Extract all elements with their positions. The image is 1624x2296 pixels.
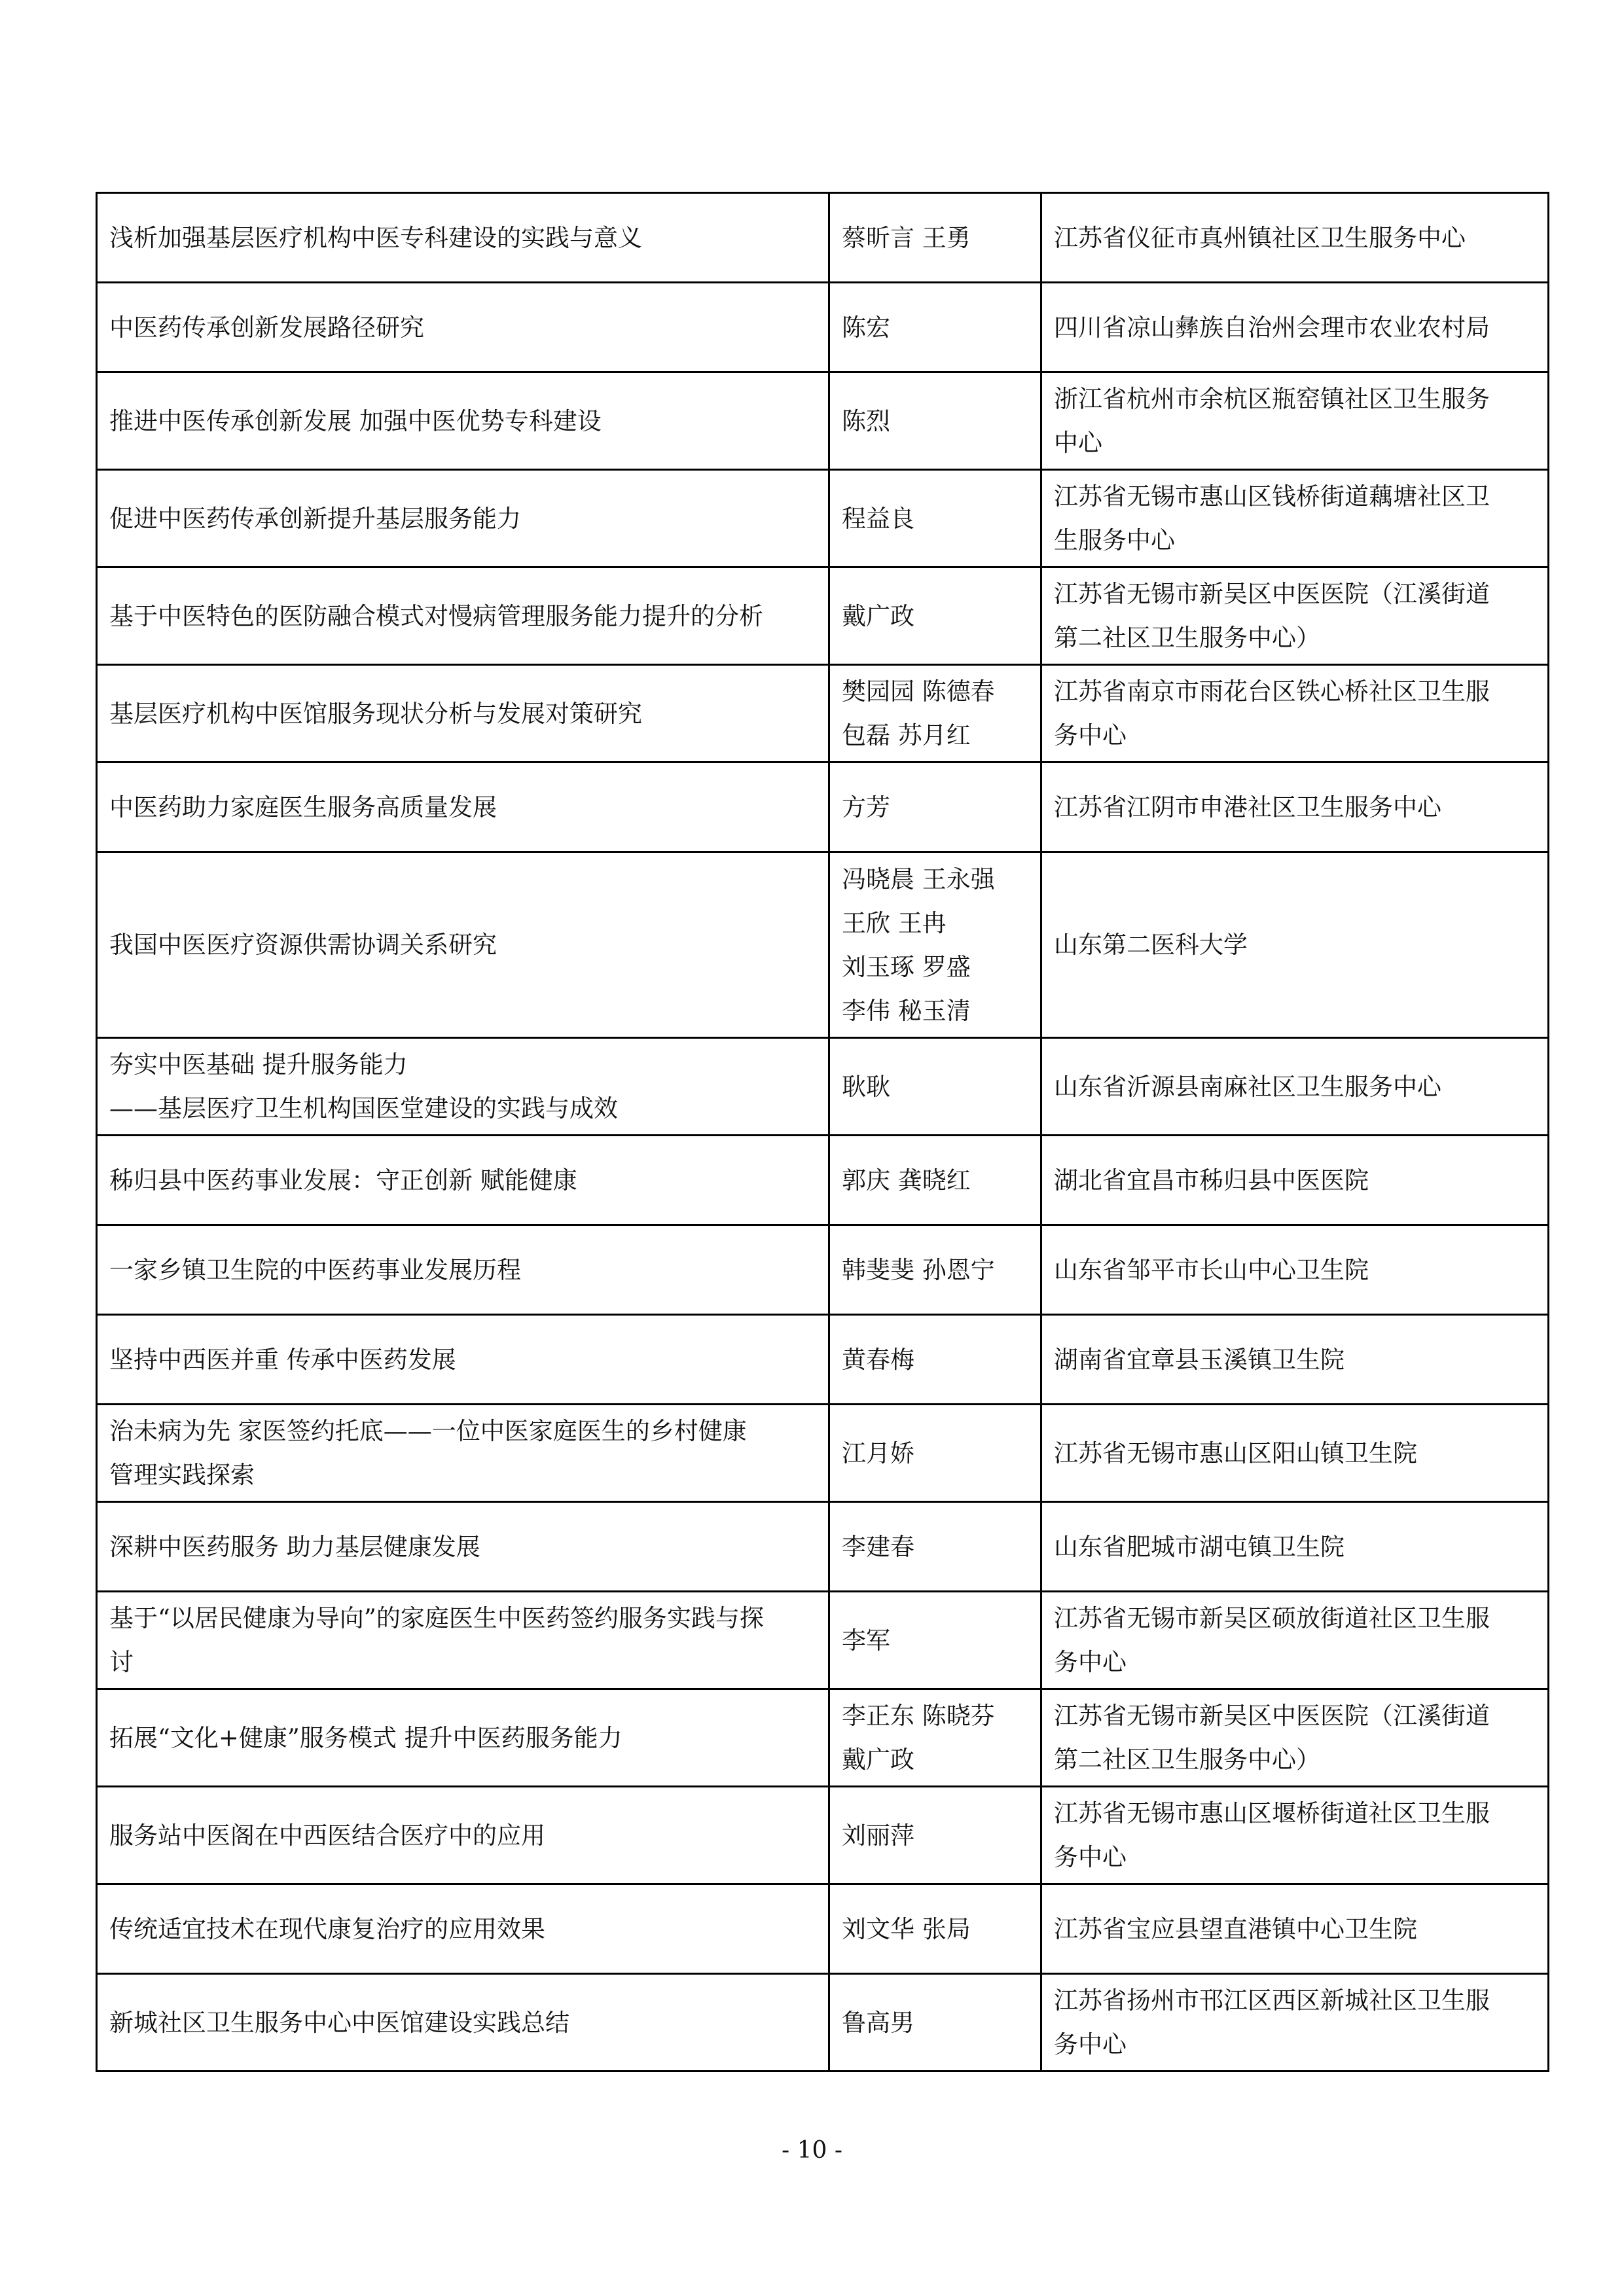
- page-number: - 10 -: [781, 2137, 843, 2164]
- affiliation-cell: [1041, 1502, 1549, 1592]
- affiliation-cell-line: 江苏省无锡市惠山区堰桥街道社区卫生服: [1054, 1799, 1490, 1827]
- author-cell: [829, 852, 1041, 1038]
- affiliation-cell-line: 山东省沂源县南麻社区卫生服务中心: [1054, 1072, 1441, 1101]
- paper-title-cell-line: 基层医疗机构中医馆服务现状分析与发展对策研究: [109, 699, 642, 728]
- paper-title-cell: [97, 567, 829, 665]
- author-cell-line: 方芳: [842, 793, 890, 821]
- affiliation-cell: [1041, 567, 1549, 665]
- affiliation-cell: [1041, 1884, 1549, 1974]
- affiliation-cell: [1041, 1787, 1549, 1884]
- affiliation-cell: [1041, 372, 1549, 470]
- affiliation-cell-line: 江苏省无锡市惠山区阳山镇卫生院: [1054, 1439, 1417, 1467]
- author-cell-line: 李建春: [842, 1532, 914, 1561]
- paper-title-cell-line: 深耕中医药服务 助力基层健康发展: [109, 1532, 480, 1561]
- paper-title-cell-line: 我国中医医疗资源供需协调关系研究: [109, 931, 497, 959]
- author-cell: [829, 1974, 1041, 2072]
- author-cell-line: 李伟 秘玉清: [842, 996, 971, 1025]
- affiliation-cell-line: 江苏省南京市雨花台区铁心桥社区卫生服: [1054, 677, 1490, 706]
- paper-title-cell-line: 管理实践探索: [109, 1461, 255, 1489]
- paper-title-cell-line: 基于中医特色的医防融合模式对慢病管理服务能力提升的分析: [109, 601, 763, 630]
- table-row: [97, 1315, 1549, 1405]
- author-cell-line: 陈烈: [842, 406, 890, 435]
- paper-title-cell: [97, 762, 829, 852]
- paper-title-cell-line: 推进中医传承创新发展 加强中医优势专科建设: [109, 406, 602, 435]
- paper-title-cell: [97, 665, 829, 762]
- paper-title-cell: [97, 470, 829, 567]
- table-row: [97, 1787, 1549, 1884]
- author-cell: [829, 283, 1041, 372]
- affiliation-cell-line: 江苏省江阴市申港社区卫生服务中心: [1054, 793, 1441, 821]
- author-cell: [829, 470, 1041, 567]
- author-cell-line: 韩斐斐 孙恩宁: [842, 1255, 995, 1284]
- paper-title-cell: [97, 1884, 829, 1974]
- table-row: [97, 1502, 1549, 1592]
- author-cell-line: 陈宏: [842, 313, 890, 342]
- affiliation-cell: [1041, 1136, 1549, 1225]
- author-cell: [829, 372, 1041, 470]
- affiliation-cell-line: 山东省肥城市湖屯镇卫生院: [1054, 1532, 1344, 1561]
- table-row: [97, 1136, 1549, 1225]
- affiliation-cell: [1041, 283, 1549, 372]
- author-cell: [829, 1884, 1041, 1974]
- table-row: [97, 567, 1549, 665]
- author-cell: [829, 193, 1041, 283]
- affiliation-cell-line: 江苏省无锡市新吴区硕放街道社区卫生服: [1054, 1604, 1490, 1632]
- paper-title-cell-line: 坚持中西医并重 传承中医药发展: [109, 1345, 456, 1374]
- affiliation-cell: [1041, 1689, 1549, 1787]
- table-row: [97, 1405, 1549, 1502]
- table-row: [97, 1592, 1549, 1689]
- paper-list-table: [96, 192, 1549, 2072]
- affiliation-cell-line: 江苏省宝应县望直港镇中心卫生院: [1054, 1914, 1417, 1943]
- affiliation-cell-line: 山东第二医科大学: [1054, 931, 1248, 959]
- table-body: [97, 193, 1549, 2072]
- paper-title-cell-line: 基于“以居民健康为导向”的家庭医生中医药签约服务实践与探: [109, 1604, 764, 1632]
- paper-title-cell: [97, 1689, 829, 1787]
- author-cell: [829, 567, 1041, 665]
- affiliation-cell-line: 江苏省仪征市真州镇社区卫生服务中心: [1054, 223, 1466, 252]
- paper-title-cell-line: 传统适宜技术在现代康复治疗的应用效果: [109, 1914, 545, 1943]
- paper-title-cell-line: 治未病为先 家医签约托底——一位中医家庭医生的乡村健康: [109, 1417, 747, 1445]
- author-cell-line: 王欣 王冉: [842, 908, 947, 937]
- affiliation-cell-line: 四川省凉山彝族自治州会理市农业农村局: [1054, 313, 1490, 342]
- author-cell: [829, 1225, 1041, 1315]
- author-cell-line: 戴广政: [842, 1746, 914, 1774]
- paper-title-cell: [97, 372, 829, 470]
- paper-title-cell: [97, 1038, 829, 1136]
- affiliation-cell: [1041, 1315, 1549, 1405]
- author-cell: [829, 1136, 1041, 1225]
- table-row: [97, 1689, 1549, 1787]
- paper-title-cell: [97, 1136, 829, 1225]
- paper-title-cell: [97, 283, 829, 372]
- table-row: [97, 372, 1549, 470]
- affiliation-cell-line: 中心: [1054, 429, 1102, 457]
- paper-title-cell-line: 服务站中医阁在中西医结合医疗中的应用: [109, 1821, 545, 1850]
- author-cell: [829, 1502, 1041, 1592]
- author-cell: [829, 665, 1041, 762]
- affiliation-cell: [1041, 1405, 1549, 1502]
- paper-title-cell-line: 讨: [109, 1648, 134, 1676]
- paper-title-cell: [97, 1974, 829, 2072]
- affiliation-cell-line: 生服务中心: [1054, 526, 1175, 554]
- author-cell-line: 冯晓晨 王永强: [842, 865, 995, 893]
- paper-title-cell: [97, 193, 829, 283]
- paper-title-cell-line: 中医药助力家庭医生服务高质量发展: [109, 793, 497, 821]
- table-row: [97, 1974, 1549, 2072]
- author-cell: [829, 762, 1041, 852]
- affiliation-cell-line: 江苏省扬州市邗江区西区新城社区卫生服: [1054, 1986, 1490, 2015]
- author-cell: [829, 1038, 1041, 1136]
- affiliation-cell: [1041, 1038, 1549, 1136]
- author-cell-line: 郭庆 龚晓红: [842, 1166, 971, 1194]
- affiliation-cell-line: 务中心: [1054, 721, 1127, 749]
- author-cell: [829, 1315, 1041, 1405]
- affiliation-cell-line: 务中心: [1054, 1843, 1127, 1871]
- table-row: [97, 283, 1549, 372]
- author-cell-line: 耿耿: [842, 1072, 890, 1101]
- table-row: [97, 852, 1549, 1038]
- table-row: [97, 1225, 1549, 1315]
- affiliation-cell: [1041, 1225, 1549, 1315]
- paper-title-cell-line: 一家乡镇卫生院的中医药事业发展历程: [109, 1255, 521, 1284]
- affiliation-cell: [1041, 470, 1549, 567]
- author-cell-line: 李军: [842, 1626, 890, 1655]
- author-cell-line: 李正东 陈晓芬: [842, 1702, 995, 1730]
- author-cell: [829, 1592, 1041, 1689]
- affiliation-cell: [1041, 665, 1549, 762]
- author-cell-line: 刘文华 张局: [842, 1914, 971, 1943]
- affiliation-cell-line: 山东省邹平市长山中心卫生院: [1054, 1255, 1369, 1284]
- author-cell-line: 刘丽萍: [842, 1821, 914, 1850]
- paper-title-cell: [97, 852, 829, 1038]
- affiliation-cell-line: 湖南省宜章县玉溪镇卫生院: [1054, 1345, 1344, 1374]
- table-row: [97, 1038, 1549, 1136]
- author-cell-line: 包磊 苏月红: [842, 721, 971, 749]
- table-row: [97, 1884, 1549, 1974]
- paper-title-cell: [97, 1592, 829, 1689]
- paper-title-cell-line: ——基层医疗卫生机构国医堂建设的实践与成效: [109, 1094, 618, 1122]
- paper-title-cell-line: 促进中医药传承创新提升基层服务能力: [109, 504, 521, 533]
- affiliation-cell-line: 务中心: [1054, 2030, 1127, 2058]
- affiliation-cell: [1041, 1974, 1549, 2072]
- affiliation-cell-line: 浙江省杭州市余杭区瓶窑镇社区卫生服务: [1054, 385, 1490, 413]
- table-row: [97, 665, 1549, 762]
- affiliation-cell-line: 江苏省无锡市惠山区钱桥街道藕塘社区卫: [1054, 482, 1490, 511]
- paper-title-cell-line: 新城社区卫生服务中心中医馆建设实践总结: [109, 2008, 569, 2037]
- paper-title-cell: [97, 1315, 829, 1405]
- affiliation-cell-line: 第二社区卫生服务中心）: [1054, 1746, 1320, 1774]
- paper-title-cell: [97, 1405, 829, 1502]
- author-cell-line: 蔡昕言 王勇: [842, 223, 971, 252]
- affiliation-cell-line: 湖北省宜昌市秭归县中医医院: [1054, 1166, 1369, 1194]
- affiliation-cell: [1041, 193, 1549, 283]
- affiliation-cell: [1041, 852, 1549, 1038]
- table-row: [97, 470, 1549, 567]
- author-cell: [829, 1787, 1041, 1884]
- author-cell-line: 程益良: [842, 504, 914, 533]
- author-cell-line: 戴广政: [842, 601, 914, 630]
- author-cell-line: 江月娇: [842, 1439, 914, 1467]
- author-cell-line: 刘玉琢 罗盛: [842, 952, 971, 981]
- table-row: [97, 762, 1549, 852]
- affiliation-cell-line: 务中心: [1054, 1648, 1127, 1676]
- affiliation-cell-line: 江苏省无锡市新吴区中医医院（江溪街道: [1054, 1702, 1490, 1730]
- paper-title-cell-line: 秭归县中医药事业发展：守正创新 赋能健康: [109, 1166, 577, 1194]
- paper-title-cell-line: 中医药传承创新发展路径研究: [109, 313, 424, 342]
- paper-title-cell: [97, 1225, 829, 1315]
- author-cell: [829, 1689, 1041, 1787]
- affiliation-cell-line: 江苏省无锡市新吴区中医医院（江溪街道: [1054, 580, 1490, 608]
- author-cell-line: 黄春梅: [842, 1345, 914, 1374]
- author-cell: [829, 1405, 1041, 1502]
- affiliation-cell: [1041, 1592, 1549, 1689]
- paper-title-cell-line: 浅析加强基层医疗机构中医专科建设的实践与意义: [109, 223, 642, 252]
- affiliation-cell: [1041, 762, 1549, 852]
- paper-title-cell-line: 夯实中医基础 提升服务能力: [109, 1050, 408, 1079]
- paper-title-cell: [97, 1787, 829, 1884]
- paper-title-cell-line: 拓展“文化+健康”服务模式 提升中医药服务能力: [109, 1723, 623, 1752]
- paper-title-cell: [97, 1502, 829, 1592]
- author-cell-line: 鲁高男: [842, 2008, 914, 2037]
- table-row: [97, 193, 1549, 283]
- affiliation-cell-line: 第二社区卫生服务中心）: [1054, 624, 1320, 652]
- author-cell-line: 樊园园 陈德春: [842, 677, 995, 706]
